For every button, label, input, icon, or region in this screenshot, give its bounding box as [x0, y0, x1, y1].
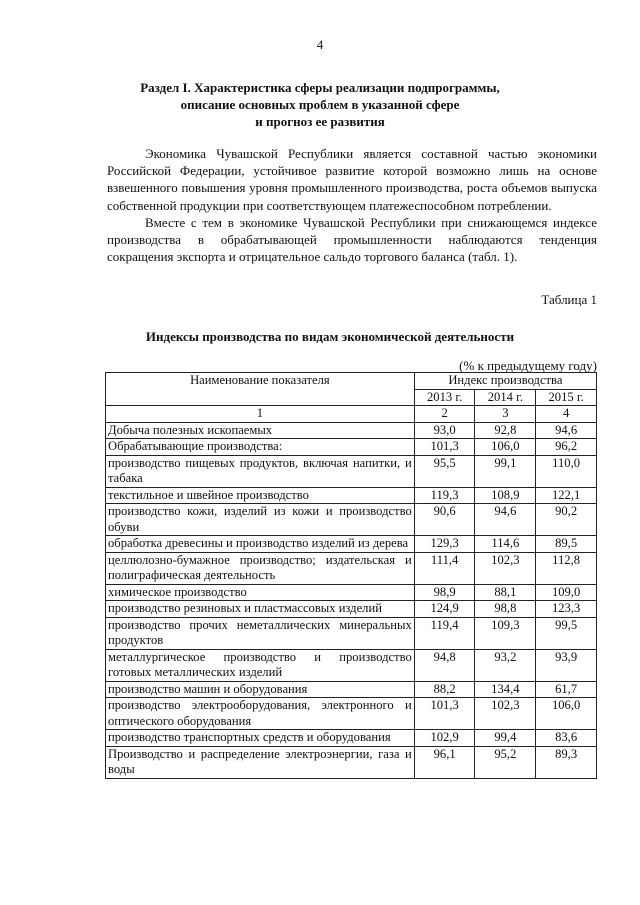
value-2015-cell: 122,1 — [536, 487, 597, 504]
value-2015-cell: 90,2 — [536, 504, 597, 536]
value-2013-cell: 119,4 — [414, 617, 475, 649]
header-production-index: Индекс производства — [414, 373, 596, 390]
table-row — [106, 504, 597, 536]
row-name-cell: производство кожи, изделий из кожи и производство обуви — [106, 504, 415, 536]
header-year-2014: 2014 г. — [475, 389, 536, 406]
value-2013-cell: 102,9 — [414, 730, 475, 747]
value-2015-cell: 99,5 — [536, 617, 597, 649]
table-unit-note: (% к предыдущему году) — [459, 358, 597, 373]
table-row — [106, 455, 597, 487]
row-name-cell: химическое производство — [106, 584, 415, 601]
header-indicator-name: Наименование показателя — [106, 373, 415, 406]
section-heading-line-2: описание основных проблем в указанной сфере — [180, 97, 460, 112]
row-name-cell: производство электрооборудования, электронного и оптического оборудования — [106, 698, 415, 730]
row-name-cell: производство машин и оборудования — [106, 681, 415, 698]
value-2014-cell: 102,3 — [475, 698, 536, 730]
table-row — [106, 439, 597, 456]
value-2015-cell: 110,0 — [536, 455, 597, 487]
value-2014-cell: 93,2 — [475, 649, 536, 681]
row-name-cell: текстильное и швейное производство — [106, 487, 415, 504]
value-2013-cell: 96,1 — [414, 746, 475, 778]
table-row — [106, 584, 597, 601]
value-2015-cell: 109,0 — [536, 584, 597, 601]
value-2014-cell: 95,2 — [475, 746, 536, 778]
row-name-cell: целлюлозно-бумажное производство; издательская и полиграфическая деятельность — [106, 552, 415, 584]
value-2013-cell: 129,3 — [414, 536, 475, 553]
paragraph-2: Вместе с тем в экономике Чувашской Республики при снижающемся индексе производства в обрабатывающей промышленности наблюдаются тенденция сокращения экспорта и отрицательное сальдо торгового баланса (табл. 1). — [107, 214, 597, 265]
value-2013-cell: 93,0 — [414, 422, 475, 439]
table-column-numbers-row — [106, 406, 597, 423]
page-number: 4 — [316, 37, 324, 52]
table-row — [106, 601, 597, 618]
value-2014-cell: 134,4 — [475, 681, 536, 698]
value-2013-cell: 88,2 — [414, 681, 475, 698]
value-2013-cell: 90,6 — [414, 504, 475, 536]
column-number: 4 — [536, 406, 597, 423]
header-year-2013: 2013 г. — [414, 389, 475, 406]
value-2013-cell: 101,3 — [414, 439, 475, 456]
value-2014-cell: 106,0 — [475, 439, 536, 456]
row-name-cell: производство пищевых продуктов, включая напитки, и табака — [106, 455, 415, 487]
table-row — [106, 617, 597, 649]
row-name-cell: производство прочих неметаллических минеральных продуктов — [106, 617, 415, 649]
value-2015-cell: 89,5 — [536, 536, 597, 553]
table-row — [106, 552, 597, 584]
body-text — [107, 145, 597, 265]
value-2013-cell: 101,3 — [414, 698, 475, 730]
value-2013-cell: 119,3 — [414, 487, 475, 504]
header-year-2015: 2015 г. — [536, 389, 597, 406]
value-2015-cell: 123,3 — [536, 601, 597, 618]
row-name-cell: производство транспортных средств и оборудования — [106, 730, 415, 747]
column-number: 3 — [475, 406, 536, 423]
table-header — [106, 373, 597, 423]
section-heading — [100, 79, 540, 130]
value-2013-cell: 111,4 — [414, 552, 475, 584]
value-2015-cell: 106,0 — [536, 698, 597, 730]
section-heading-line-3: и прогноз ее развития — [255, 114, 385, 129]
row-name-cell: производство резиновых и пластмассовых изделий — [106, 601, 415, 618]
row-name-cell: Обрабатывающие производства: — [106, 439, 415, 456]
table-body — [106, 422, 597, 778]
row-name-cell: Добыча полезных ископаемых — [106, 422, 415, 439]
value-2015-cell: 61,7 — [536, 681, 597, 698]
value-2014-cell: 102,3 — [475, 552, 536, 584]
value-2015-cell: 94,6 — [536, 422, 597, 439]
paragraph-1: Экономика Чувашской Республики является составной частью экономики Российской Федерации, устойчивое развитие которой возможно лишь на основе взвешенного повышения уровня промышленного производства, роста объемов выпуска собственной продукции при соответствующем платежеспособном потреблении. — [107, 146, 597, 213]
row-name-cell: Производство и распределение электроэнергии, газа и воды — [106, 746, 415, 778]
value-2014-cell: 114,6 — [475, 536, 536, 553]
value-2013-cell: 95,5 — [414, 455, 475, 487]
value-2015-cell: 83,6 — [536, 730, 597, 747]
value-2014-cell: 99,4 — [475, 730, 536, 747]
value-2013-cell: 124,9 — [414, 601, 475, 618]
row-name-cell: металлургическое производство и производство готовых металлических изделий — [106, 649, 415, 681]
table-row — [106, 487, 597, 504]
section-heading-line-1: Раздел I. Характеристика сферы реализации подпрограммы, — [140, 80, 500, 95]
value-2014-cell: 98,8 — [475, 601, 536, 618]
column-number: 2 — [414, 406, 475, 423]
table-header-row — [106, 373, 597, 390]
value-2015-cell: 93,9 — [536, 649, 597, 681]
table-row — [106, 649, 597, 681]
value-2014-cell: 108,9 — [475, 487, 536, 504]
value-2015-cell: 96,2 — [536, 439, 597, 456]
production-index-table — [105, 372, 597, 779]
column-number: 1 — [106, 406, 415, 423]
value-2015-cell: 89,3 — [536, 746, 597, 778]
value-2014-cell: 99,1 — [475, 455, 536, 487]
value-2014-cell: 88,1 — [475, 584, 536, 601]
table-row — [106, 746, 597, 778]
value-2013-cell: 98,9 — [414, 584, 475, 601]
value-2014-cell: 92,8 — [475, 422, 536, 439]
value-2013-cell: 94,8 — [414, 649, 475, 681]
table-row — [106, 422, 597, 439]
table-label: Таблица 1 — [541, 292, 597, 307]
row-name-cell: обработка древесины и производство изделий из дерева — [106, 536, 415, 553]
table-row — [106, 536, 597, 553]
value-2014-cell: 109,3 — [475, 617, 536, 649]
table-row — [106, 730, 597, 747]
table-row — [106, 681, 597, 698]
value-2014-cell: 94,6 — [475, 504, 536, 536]
table-title: Индексы производства по видам экономической деятельности — [145, 329, 515, 344]
value-2015-cell: 112,8 — [536, 552, 597, 584]
table-row — [106, 698, 597, 730]
